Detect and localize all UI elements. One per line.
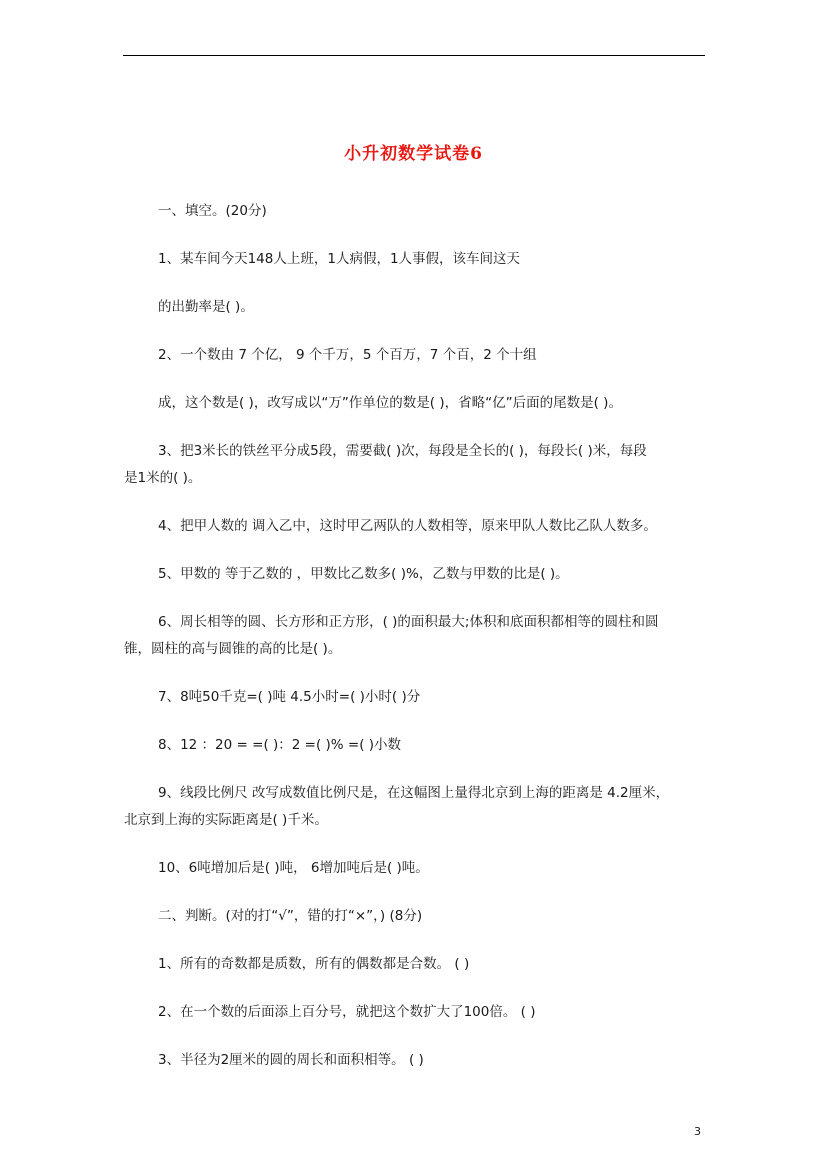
question-7: 7、8吨50千克=( )吨 4.5小时=( )小时( )分 xyxy=(158,689,421,705)
question-6-line-2: 锥，圆柱的高与圆锥的高的比是( )。 xyxy=(124,641,342,657)
question-10: 10、6吨增加后是( )吨， 6增加吨后是( )吨。 xyxy=(158,860,429,876)
question-1-line-2: 的出勤率是( )。 xyxy=(158,299,254,315)
header-rule xyxy=(123,55,705,56)
question-5: 5、甲数的 等于乙数的 ，甲数比乙数多( )%，乙数与甲数的比是( )。 xyxy=(158,566,569,582)
question-4: 4、把甲人数的 调入乙中，这时甲乙两队的人数相等，原来甲队人数比乙队人数多。 xyxy=(158,518,657,534)
question-8: 8、12 ：20 = =( )：2 =( )% =( )小数 xyxy=(158,737,402,753)
question-3-line-2: 是1米的( )。 xyxy=(124,470,202,486)
page-title: 小升初数学试卷6 xyxy=(344,144,483,164)
judge-question-1: 1、所有的奇数都是质数，所有的偶数都是合数。 ( ) xyxy=(158,956,470,972)
judge-question-2: 2、在一个数的后面添上百分号，就把这个数扩大了100倍。 ( ) xyxy=(158,1004,536,1020)
section-heading-fill-blank: 一、填空。(20分) xyxy=(158,203,267,219)
question-3-line-1: 3、把3米长的铁丝平分成5段，需要截( )次，每段是全长的( )，每段长( )米，每段 xyxy=(158,443,647,459)
section-heading-true-false: 二、判断。(对的打“√”，错的打“×”，) (8分) xyxy=(158,908,423,924)
question-6-line-1: 6、周长相等的圆、长方形和正方形，( )的面积最大;体积和底面积都相等的圆柱和圆 xyxy=(158,614,659,630)
page-number: 3 xyxy=(694,1125,701,1138)
judge-question-3: 3、半径为2厘米的圆的周长和面积相等。 ( ) xyxy=(158,1052,424,1068)
question-9-line-1: 9、线段比例尺 改写成数值比例尺是，在这幅图上量得北京到上海的距离是 4.2厘米， xyxy=(158,785,670,801)
question-9-line-2: 北京到上海的实际距离是( )千米。 xyxy=(124,812,328,828)
question-2-line-2: 成，这个数是( )，改写成以“万”作单位的数是( )，省略“亿”后面的尾数是( )。 xyxy=(158,395,622,411)
question-2-line-1: 2、一个数由 7 个亿， 9 个千万，5 个百万，7 个百，2 个十组 xyxy=(158,347,537,363)
question-1-line-1: 1、某车间今天148人上班，1人病假，1人事假，该车间这天 xyxy=(158,251,521,267)
